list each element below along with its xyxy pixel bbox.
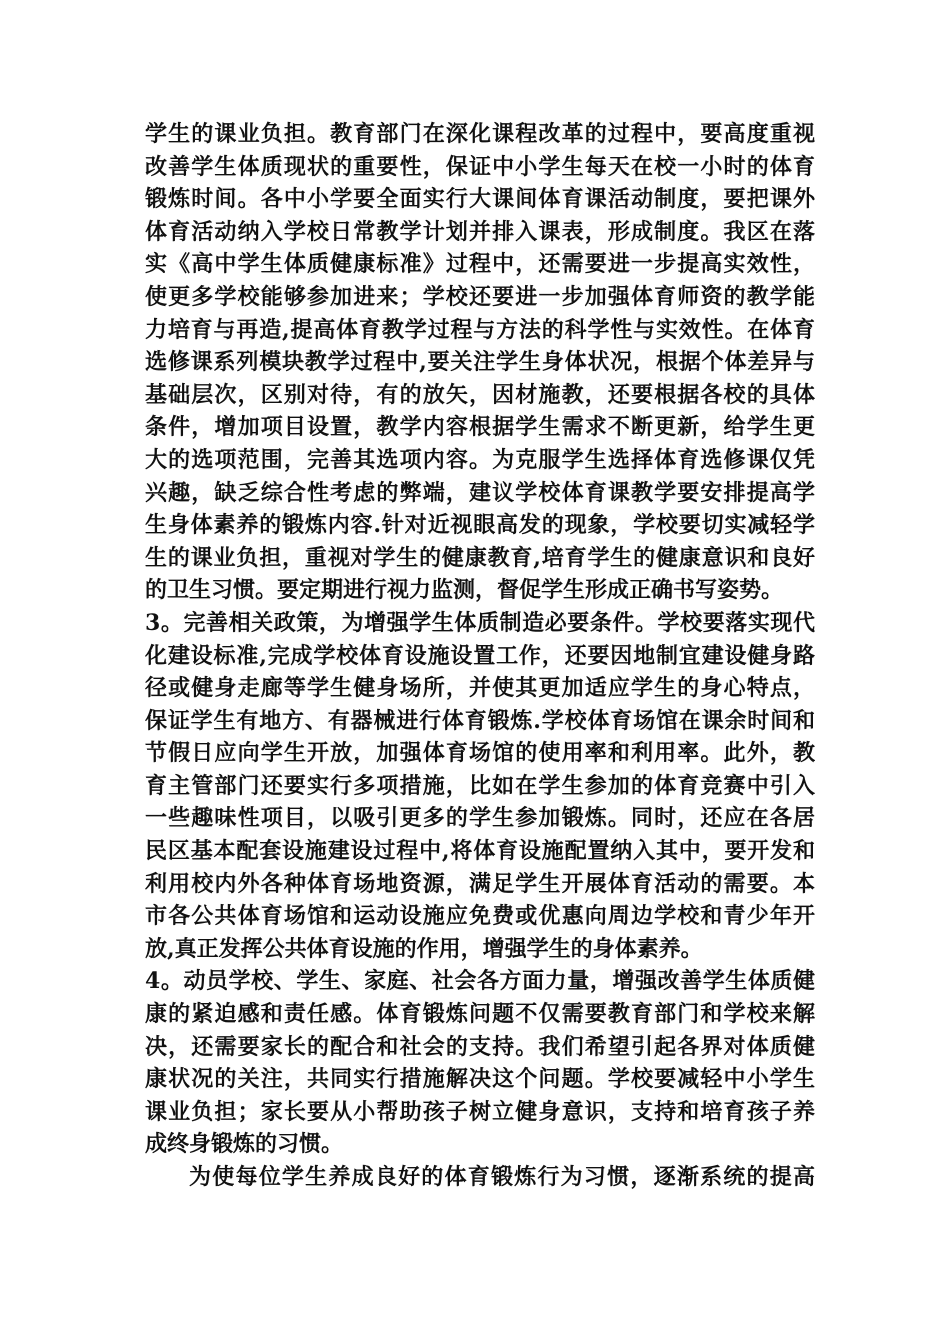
text-line: 一些趣味性项目，以吸引更多的学生参加锻炼。同时，还应在各居 xyxy=(145,805,815,832)
text-line: 为使每位学生养成良好的体育锻炼行为习惯，逐渐系统的提高 xyxy=(189,1164,815,1190)
text-line: 径或健身走廊等学生健身场所，并使其更加适应学生的身心特点， xyxy=(145,675,815,702)
text-line: 选修课系列模块教学过程中,要关注学生身体状况，根据个体差异与 xyxy=(145,349,815,376)
text-line: 放,真正发挥公共体育设施的作用，增强学生的身体素养。 xyxy=(145,935,703,962)
text-line: 决，还需要家长的配合和社会的支持。我们希望引起各界对体质健 xyxy=(145,1033,815,1060)
text-line: 民区基本配套设施建设过程中,将体育设施配置纳入其中，要开发和 xyxy=(145,838,815,865)
text-line: 基础层次，区别对待，有的放矢，因材施教，还要根据各校的具体 xyxy=(145,381,815,408)
text-line: 的卫生习惯。要定期进行视力监测，督促学生形成正确书写姿势。 xyxy=(145,577,784,604)
text-line: 条件，增加项目设置，教学内容根据学生需求不断更新，给学生更 xyxy=(145,414,815,441)
text-line: 育主管部门还要实行多项措施，比如在学生参加的体育竞赛中引入 xyxy=(145,772,815,799)
text-line: 改善学生体质现状的重要性，保证中小学生每天在校一小时的体育 xyxy=(145,153,815,180)
text-line: 兴趣，缺乏综合性考虑的弊端，建议学校体育课教学要安排提高学 xyxy=(145,479,815,506)
text-line: 康状况的关注，共同实行措施解决这个问题。学校要减轻中小学生 xyxy=(145,1066,815,1093)
text-line: 利用校内外各种体育场地资源，满足学生开展体育活动的需要。本 xyxy=(145,870,815,897)
text-line: 康的紧迫感和责任感。体育锻炼问题不仅需要教育部门和学校来解 xyxy=(145,1001,815,1028)
text-line: 生的课业负担，重视对学生的健康教育,培育学生的健康意识和良好 xyxy=(145,544,815,571)
text-line: 4。动员学校、学生、家庭、社会各方面力量，增强改善学生体质健 xyxy=(145,968,815,995)
text-line: 锻炼时间。各中小学要全面实行大课间体育课活动制度，要把课外 xyxy=(145,186,815,213)
text-line: 保证学生有地方、有器械进行体育锻炼.学校体育场馆在课余时间和 xyxy=(145,707,815,734)
text-line: 成终身锻炼的习惯。 xyxy=(145,1131,344,1158)
text-line: 使更多学校能够参加进来；学校还要进一步加强体育师资的教学能 xyxy=(145,283,815,310)
body-text xyxy=(145,118,815,1194)
text-line: 市各公共体育场馆和运动设施应免费或优惠向周边学校和青少年开 xyxy=(145,903,815,930)
text-line: 课业负担；家长要从小帮助孩子树立健身意识，支持和培育孩子养 xyxy=(145,1098,815,1125)
text-line: 实《高中学生体质健康标准》过程中，还需要进一步提高实效性， xyxy=(145,251,815,278)
text-line: 化建设标准,完成学校体育设施设置工作，还要因地制宜建设健身路 xyxy=(145,642,815,669)
text-line: 生身体素养的锻炼内容.针对近视眼高发的现象，学校要切实减轻学 xyxy=(145,512,815,539)
text-line: 节假日应向学生开放，加强体育场馆的使用率和利用率。此外，教 xyxy=(145,740,815,767)
text-line: 学生的课业负担。教育部门在深化课程改革的过程中，要高度重视 xyxy=(145,121,815,147)
text-line: 体育活动纳入学校日常教学计划并排入课表，形成制度。我区在落 xyxy=(145,218,815,245)
text-line: 力培育与再造,提高体育教学过程与方法的科学性与实效性。在体育 xyxy=(145,316,815,343)
text-line: 大的选项范围，完善其选项内容。为克服学生选择体育选修课仅凭 xyxy=(145,446,815,473)
text-line: 3。完善相关政策，为增强学生体质制造必要条件。学校要落实现代 xyxy=(145,609,815,636)
